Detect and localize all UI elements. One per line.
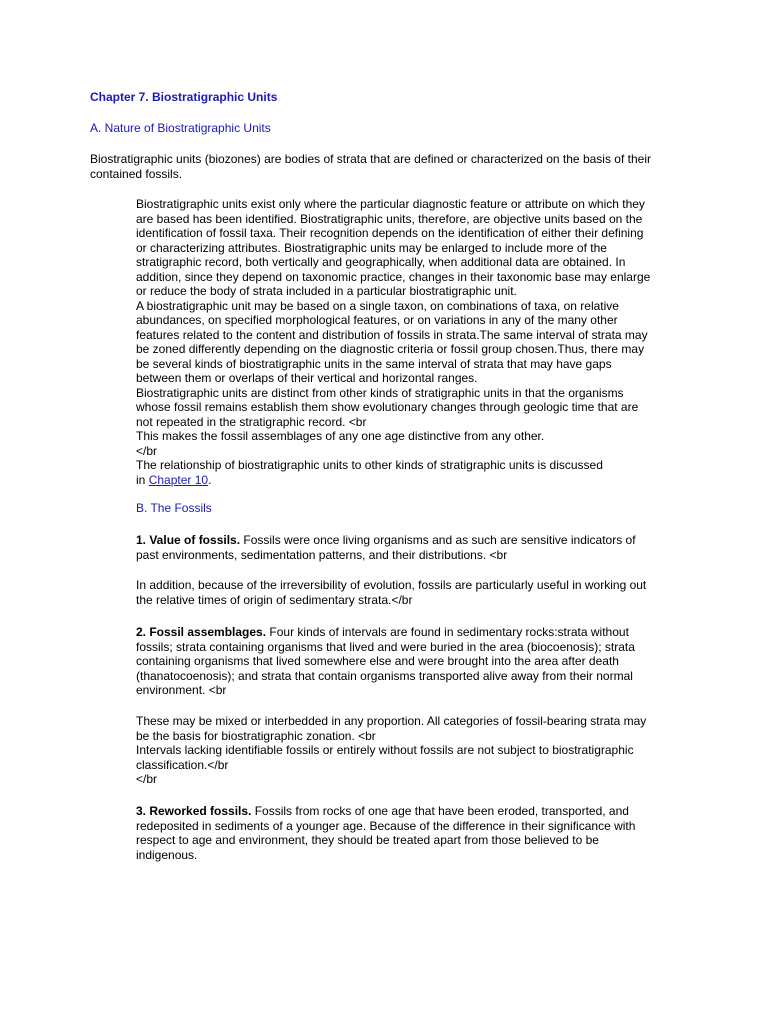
text-line: contained fossils.	[90, 166, 183, 181]
reworked-fossils-paragraph	[136, 804, 664, 862]
text-line: addition, since they depend on taxonomic practice, changes in their taxonomic base may enlarge	[136, 269, 651, 284]
text-line: fossils; strata containing organisms that lived and were buried in the area (biocoenosis); strata	[136, 639, 635, 654]
value-of-fossils-paragraph	[136, 533, 664, 562]
text-line: features related to the content and distribution of fossils in strata.The same interval of strata may	[136, 327, 648, 342]
text-line: be several kinds of biostratigraphic units in the same interval of strata that may have gaps	[136, 356, 612, 371]
text-line: This makes the fossil assemblages of any one age distinctive from any other.	[136, 429, 545, 443]
text-line: respect to age and environment, they should be treated apart from those believed to be	[136, 833, 599, 847]
text-fragment: .	[208, 472, 212, 487]
chapter-10-link[interactable]: Chapter 10	[148, 472, 209, 487]
text-line: be zoned differently depending on the diagnostic criteria or fossil group chosen.Thus, there may	[136, 342, 645, 356]
text-line: redeposited in sediments of a younger age. Because of the difference in their significance with	[136, 818, 636, 833]
text-line: containing organisms that lived somewhere else and were brought into the area after death	[136, 654, 619, 668]
fossil-assemblages-paragraph	[136, 625, 664, 698]
text-line: Intervals lacking identifiable fossils or entirely without fossils are not subject to biostratigraphic	[136, 743, 634, 757]
text-line: or characterizing attributes. Biostratigraphic units may be enlarged to include more of the	[136, 240, 607, 255]
text-line: Biostratigraphic units are distinct from other kinds of stratigraphic units in that the organisms	[136, 385, 624, 400]
text-line: These may be mixed or interbedded in any proportion. All categories of fossil-bearing strata may	[136, 714, 647, 728]
text-line: In addition, because of the irreversibility of evolution, fossils are particularly useful in working out	[136, 578, 647, 592]
text-line: classification.</br	[136, 757, 229, 772]
text-line: not repeated in the stratigraphic record. <br	[136, 414, 367, 429]
text-line: the relative times of origin of sedimentary strata.</br	[136, 592, 413, 607]
text-line: between them or overlaps of their vertical and horizontal ranges.	[136, 371, 478, 385]
text-line: (thanatocoenosis); and strata that contain organisms transported alive away from their normal	[136, 668, 633, 683]
text-line: Biostratigraphic units exist only where the particular diagnostic feature or attribute on which they	[136, 197, 645, 211]
intro-paragraph	[90, 152, 690, 181]
text-line: </br	[136, 772, 158, 786]
text-fragment: Four kinds of intervals are found in sedimentary rocks:strata without	[266, 625, 629, 639]
nature-block	[136, 197, 664, 487]
text-line	[136, 804, 664, 819]
mixed-strata-paragraph	[136, 714, 664, 787]
text-line: abundances, on specified morphological features, or on variations in any of the many other	[136, 313, 618, 327]
text-fragment: Fossils were once living organisms and as such are sensitive indicators of	[240, 533, 636, 547]
text-line	[136, 625, 664, 640]
paragraph-label: 2. Fossil assemblages.	[136, 625, 267, 639]
text-line: stratigraphic record, both vertically and geographically, when additional data are obtained. In	[136, 255, 626, 269]
text-line: The relationship of biostratigraphic units to other kinds of stratigraphic units is discussed	[136, 458, 603, 472]
text-line: past environments, sedimentation patterns, and their distributions. <br	[136, 547, 508, 562]
text-line	[136, 533, 664, 548]
evolution-paragraph	[136, 578, 664, 607]
text-line	[136, 473, 664, 488]
text-line: or reduce the body of strata included in a particular biostratigraphic unit.	[136, 284, 517, 298]
text-line: be the basis for biostratigraphic zonation. <br	[136, 728, 376, 743]
text-fragment: Fossils from rocks of one age that have been eroded, transported, and	[251, 804, 629, 818]
paragraph-label: 1. Value of fossils.	[136, 533, 241, 547]
chapter-title: Chapter 7. Biostratigraphic Units	[90, 90, 278, 104]
text-fragment: in	[136, 472, 149, 487]
text-line: indigenous.	[136, 847, 198, 862]
section-heading-b: B. The Fossils	[136, 501, 212, 515]
text-line: environment. <br	[136, 683, 227, 697]
text-line: A biostratigraphic unit may be based on a single taxon, on combinations of taxa, on relative	[136, 298, 619, 313]
text-line: whose fossil remains establish them show evolutionary changes through geologic time that are	[136, 400, 639, 414]
text-line: identification of fossil taxa. Their recognition depends on the identification of either their defining	[136, 226, 644, 240]
section-heading-a: A. Nature of Biostratigraphic Units	[90, 121, 271, 135]
text-line: </br	[136, 443, 158, 458]
paragraph-label: 3. Reworked fossils.	[136, 804, 252, 818]
text-line: Biostratigraphic units (biozones) are bodies of strata that are defined or characterized on the basis of their	[90, 152, 651, 166]
text-line: are based has been identified. Biostratigraphic units, therefore, are objective units based on the	[136, 211, 643, 226]
